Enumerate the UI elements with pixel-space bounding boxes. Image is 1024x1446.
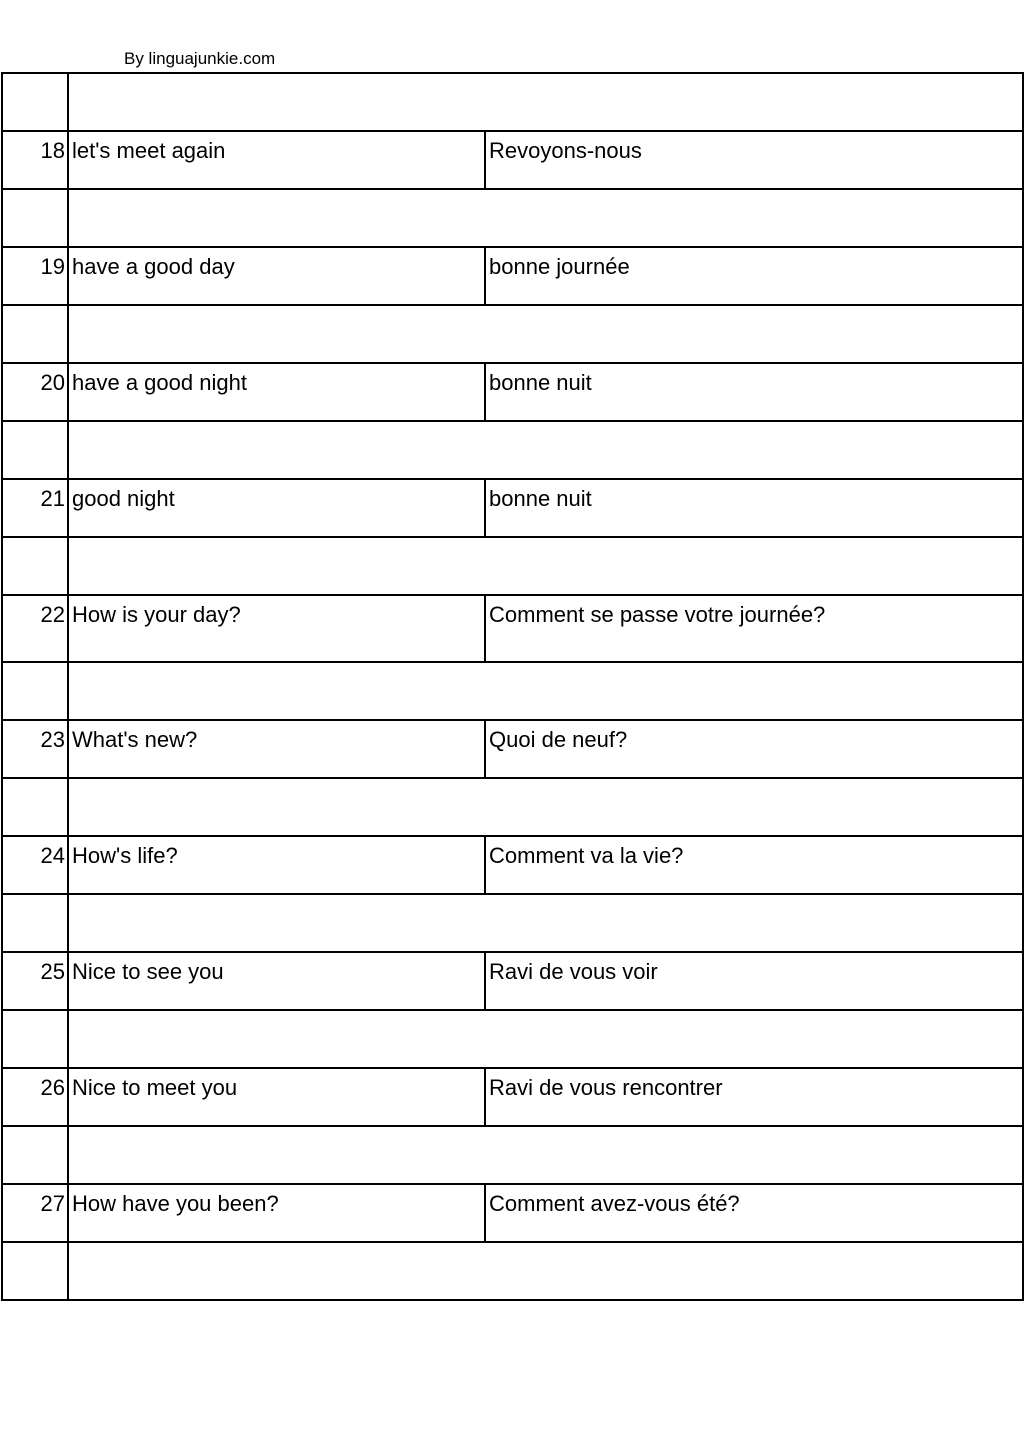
row-number (2, 1010, 68, 1068)
spacer-cell (68, 1010, 1023, 1068)
spacer-row (2, 778, 1023, 836)
french-phrase: Comment avez-vous été? (485, 1184, 1023, 1242)
spacer-cell (68, 1242, 1023, 1300)
phrase-row (2, 595, 1023, 662)
phrase-row (2, 479, 1023, 537)
spacer-row (2, 662, 1023, 720)
row-number (2, 421, 68, 479)
row-number (2, 662, 68, 720)
spacer-cell (68, 662, 1023, 720)
spacer-row (2, 305, 1023, 363)
phrase-row (2, 1184, 1023, 1242)
english-phrase: What's new? (68, 720, 485, 778)
spacer-row (2, 1010, 1023, 1068)
phrase-row (2, 836, 1023, 894)
phrase-row (2, 720, 1023, 778)
spacer-row (2, 189, 1023, 247)
row-number: 21 (2, 479, 68, 537)
french-phrase: Ravi de vous rencontrer (485, 1068, 1023, 1126)
spacer-row (2, 1242, 1023, 1300)
phrase-row (2, 363, 1023, 421)
row-number (2, 1242, 68, 1300)
english-phrase: Nice to meet you (68, 1068, 485, 1126)
english-phrase: have a good day (68, 247, 485, 305)
spacer-cell (68, 421, 1023, 479)
spacer-row (2, 73, 1023, 131)
row-number: 25 (2, 952, 68, 1010)
french-phrase: Ravi de vous voir (485, 952, 1023, 1010)
french-phrase: Comment se passe votre journée? (485, 595, 1023, 662)
phrase-table (1, 72, 1024, 1301)
english-phrase: How is your day? (68, 595, 485, 662)
phrase-row (2, 131, 1023, 189)
phrase-row (2, 247, 1023, 305)
row-number (2, 778, 68, 836)
french-phrase: Comment va la vie? (485, 836, 1023, 894)
phrase-row (2, 952, 1023, 1010)
spacer-cell (68, 778, 1023, 836)
spacer-row (2, 894, 1023, 952)
row-number: 19 (2, 247, 68, 305)
row-number (2, 305, 68, 363)
row-number: 20 (2, 363, 68, 421)
row-number: 23 (2, 720, 68, 778)
french-phrase: bonne nuit (485, 363, 1023, 421)
spacer-cell (68, 305, 1023, 363)
row-number (2, 1126, 68, 1184)
row-number (2, 189, 68, 247)
spacer-row (2, 1126, 1023, 1184)
french-phrase: Revoyons-nous (485, 131, 1023, 189)
english-phrase: have a good night (68, 363, 485, 421)
english-phrase: good night (68, 479, 485, 537)
row-number (2, 73, 68, 131)
spacer-cell (68, 1126, 1023, 1184)
source-credit: By linguajunkie.com (124, 49, 276, 68)
row-number: 22 (2, 595, 68, 662)
row-number: 26 (2, 1068, 68, 1126)
row-number: 18 (2, 131, 68, 189)
phrase-table-body (2, 73, 1023, 1300)
row-number (2, 894, 68, 952)
phrase-row (2, 1068, 1023, 1126)
spacer-cell (68, 537, 1023, 595)
spacer-row (2, 421, 1023, 479)
row-number (2, 537, 68, 595)
spacer-cell (68, 189, 1023, 247)
row-number: 24 (2, 836, 68, 894)
spacer-cell (68, 894, 1023, 952)
english-phrase: let's meet again (68, 131, 485, 189)
english-phrase: How have you been? (68, 1184, 485, 1242)
french-phrase: bonne journée (485, 247, 1023, 305)
english-phrase: How's life? (68, 836, 485, 894)
spacer-row (2, 537, 1023, 595)
french-phrase: bonne nuit (485, 479, 1023, 537)
french-phrase: Quoi de neuf? (485, 720, 1023, 778)
english-phrase: Nice to see you (68, 952, 485, 1010)
spacer-cell (68, 73, 1023, 131)
row-number: 27 (2, 1184, 68, 1242)
